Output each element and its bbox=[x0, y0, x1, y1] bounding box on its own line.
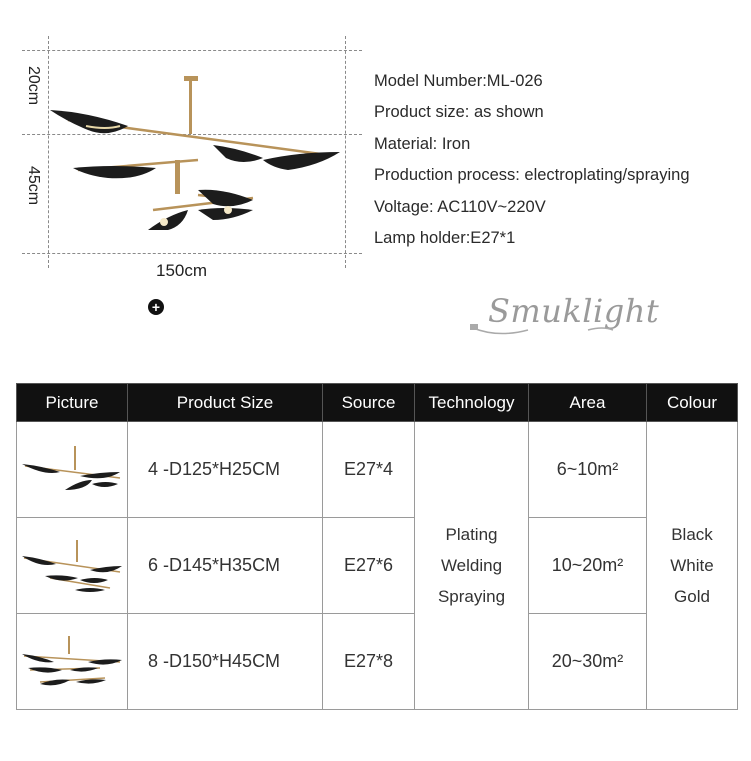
area-cell: 10~20m² bbox=[529, 518, 647, 614]
spec-voltage: Voltage: AC110V~220V bbox=[374, 198, 546, 216]
dim-line-bottom bbox=[22, 253, 362, 254]
header-technology: Technology bbox=[415, 384, 529, 422]
plug-icon bbox=[468, 300, 618, 340]
size-cell: 8 -D150*H45CM bbox=[128, 614, 323, 710]
dim-label-20cm: 20cm bbox=[25, 66, 42, 106]
spec-product-size: Product size: as shown bbox=[374, 103, 544, 121]
source-cell: E27*4 bbox=[323, 422, 415, 518]
technology-welding: Welding bbox=[440, 556, 503, 575]
brand-logo: Smuklight bbox=[488, 292, 660, 330]
header-colour: Colour bbox=[647, 384, 738, 422]
source-cell: E27*8 bbox=[323, 614, 415, 710]
dim-label-45cm: 45cm bbox=[25, 166, 42, 206]
spec-production-process: Production process: electroplating/spraying bbox=[374, 166, 690, 184]
area-cell: 6~10m² bbox=[529, 422, 647, 518]
table-row bbox=[17, 422, 738, 518]
header-picture: Picture bbox=[17, 384, 128, 422]
table-header-row bbox=[17, 384, 738, 422]
product-thumbnail-4 bbox=[20, 440, 124, 500]
technology-spraying: Spraying bbox=[437, 587, 506, 606]
picture-cell bbox=[17, 518, 128, 614]
header-area: Area bbox=[529, 384, 647, 422]
header-source: Source bbox=[323, 384, 415, 422]
product-thumbnail-6 bbox=[20, 536, 124, 596]
picture-cell bbox=[17, 614, 128, 710]
product-table bbox=[16, 383, 738, 710]
spec-lamp-holder: Lamp holder:E27*1 bbox=[374, 229, 516, 247]
colour-gold: Gold bbox=[674, 587, 710, 606]
picture-cell bbox=[17, 422, 128, 518]
chandelier-image bbox=[48, 60, 348, 240]
area-cell: 20~30m² bbox=[529, 614, 647, 710]
size-cell: 4 -D125*H25CM bbox=[128, 422, 323, 518]
colour-cell bbox=[647, 422, 738, 710]
spec-material: Material: Iron bbox=[374, 135, 471, 153]
dim-line-top bbox=[22, 50, 362, 51]
technology-cell bbox=[415, 422, 529, 710]
source-cell: E27*6 bbox=[323, 518, 415, 614]
table-row bbox=[17, 614, 738, 710]
spec-model-number: Model Number:ML-026 bbox=[374, 72, 543, 90]
colour-white: White bbox=[670, 556, 714, 575]
technology-plating: Plating bbox=[445, 525, 498, 544]
table-row bbox=[17, 518, 738, 614]
plus-icon[interactable]: + bbox=[148, 299, 164, 315]
product-thumbnail-8 bbox=[20, 632, 124, 692]
header-product-size: Product Size bbox=[128, 384, 323, 422]
dim-label-150cm: 150cm bbox=[156, 261, 208, 280]
size-cell: 6 -D145*H35CM bbox=[128, 518, 323, 614]
colour-black: Black bbox=[671, 525, 713, 544]
